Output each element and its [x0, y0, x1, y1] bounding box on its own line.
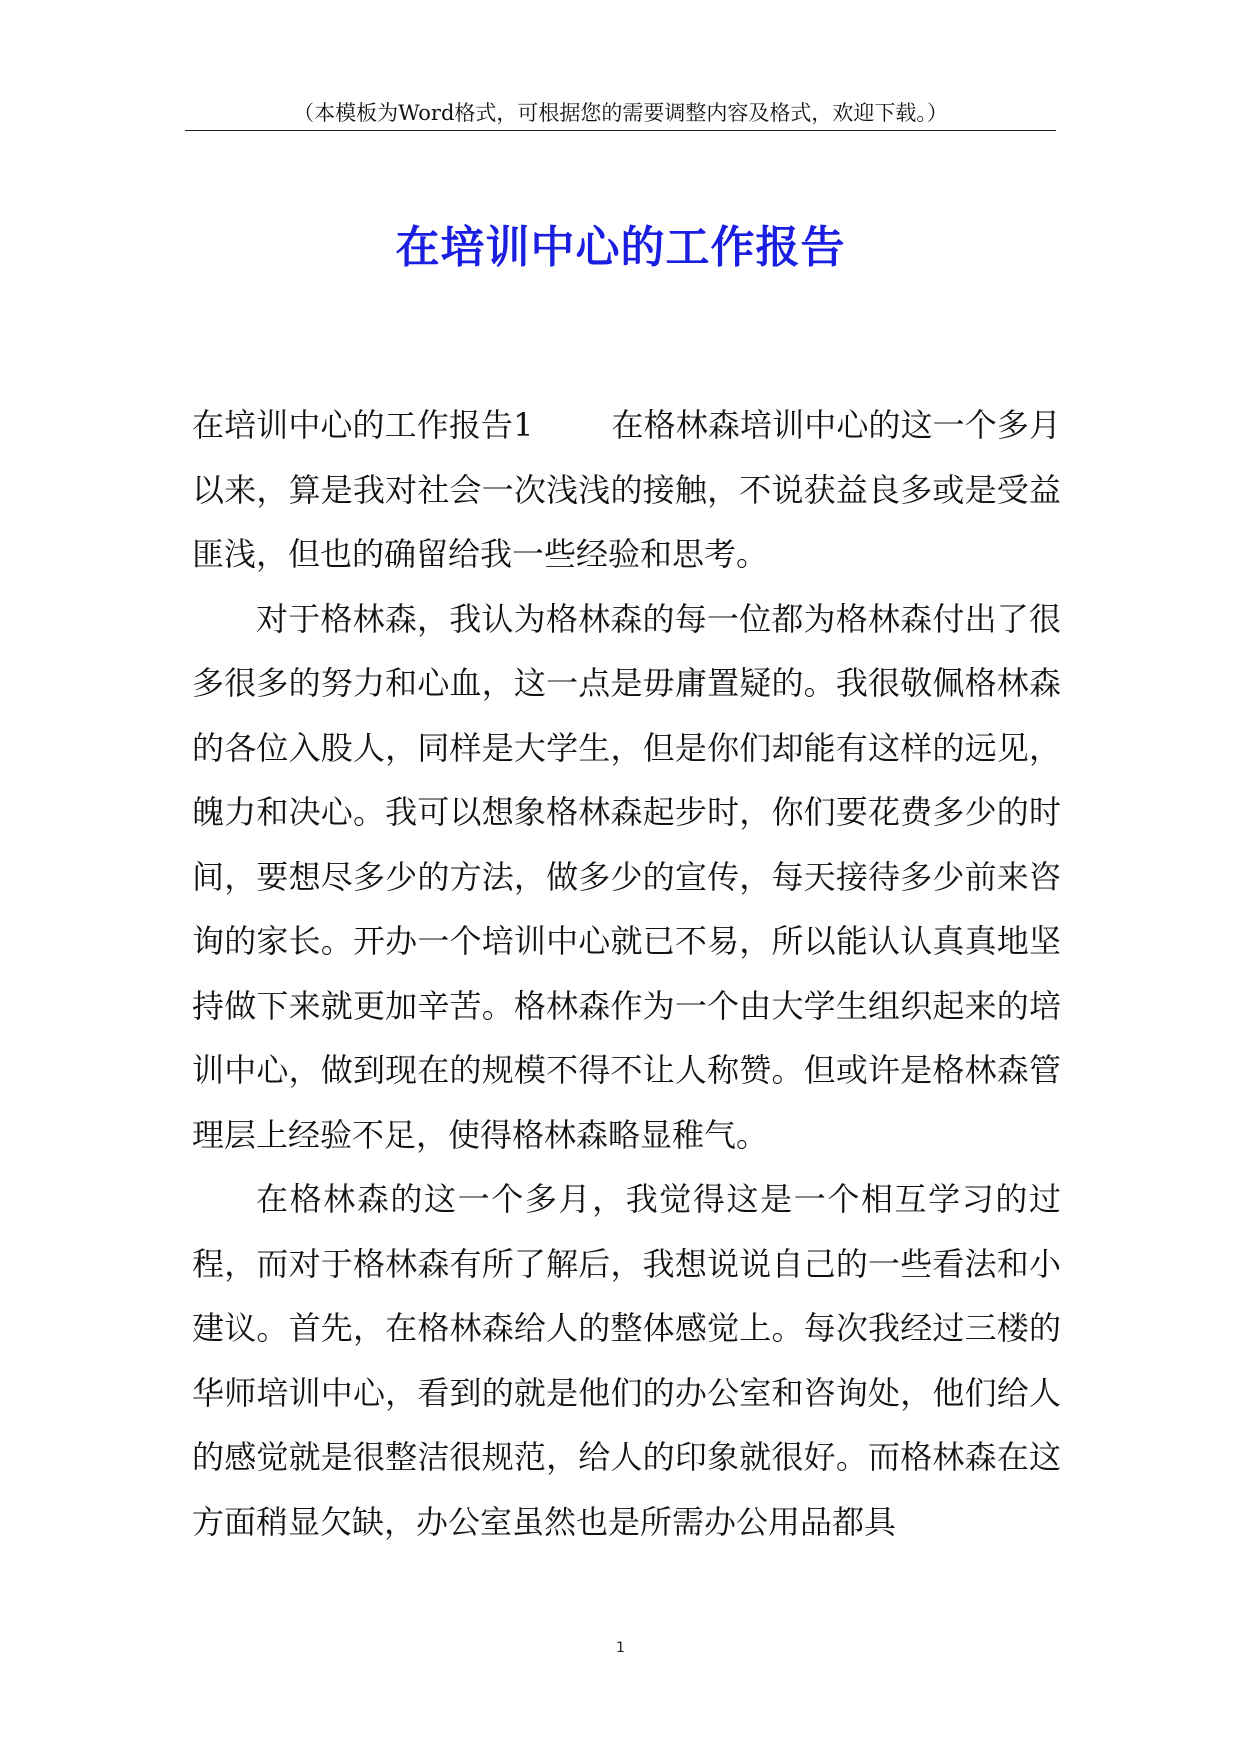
document-title: 在培训中心的工作报告	[395, 222, 846, 273]
page-number: 1	[616, 1640, 625, 1656]
paragraph-2: 对于格林森，我认为格林森的每一位都为格林森付出了很多很多的努力和心血，这一点是毋庸置疑的。我很敬佩格林森的各位入股人，同样是大学生，但是你们却能有这样的远见，魄力和决心。我可以想象格林森起步时，你们要花费多少的时间，要想尽多少的方法，做多少的宣传，每天接待多少前来咨询的家长。开办一个培训中心就已不易，所以能认认真真地坚持做下来就更加辛苦。格林森作为一个由大学生组织起来的培训中心，做到现在的规模不得不让人称赞。但或许是格林森管理层上经验不足，使得格林森略显稚气。	[192, 599, 1061, 1154]
section-heading: 在培训中心的工作报告1	[192, 406, 534, 444]
paragraph-1	[192, 393, 1061, 587]
paragraph-3: 在格林森的这一个多月，我觉得这是一个相互学习的过程，而对于格林森有所了解后，我想说说自己的一些看法和小建议。首先，在格林森给人的整体感觉上。每次我经过三楼的华师培训中心，看到的就是他们的办公室和咨询处，他们给人的感觉就是很整洁很规范，给人的印象就很好。而格林森在这方面稍显欠缺，办公室虽然也是所需办公用品都具	[192, 1180, 1061, 1541]
header-divider	[185, 130, 1056, 131]
paragraph-1-text: 在格林森培训中心的这一个多月以来，算是我对社会一次浅浅的接触，不说获益良多或是受益匪浅，但也的确留给我一些经验和思考。	[192, 406, 1061, 573]
document-body	[192, 393, 1061, 1554]
template-note: （本模板为Word格式，可根据您的需要调整内容及格式，欢迎下载。）	[293, 101, 948, 125]
